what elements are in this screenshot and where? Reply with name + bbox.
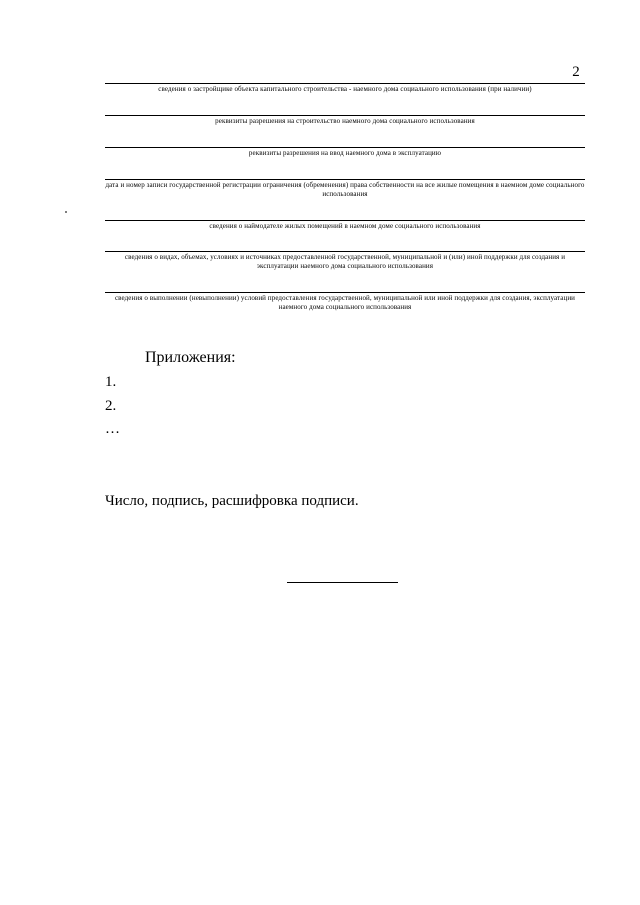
field-line bbox=[105, 220, 585, 221]
attachments-title: Приложения: bbox=[145, 349, 236, 366]
field-caption: реквизиты разрешения на строительство наемного дома социального использования bbox=[215, 117, 475, 125]
signature-text: Число, подпись, расшифровка подписи. bbox=[105, 493, 359, 509]
attachment-item: 1. bbox=[105, 374, 117, 390]
field-caption: дата и номер записи государственной регистрации ограничения (обременения) права собственности на все жилые помещения в наемном доме социального использования bbox=[105, 181, 585, 198]
field-registration-record bbox=[105, 179, 585, 199]
field-caption: сведения о видах, объемах, условиях и источниках предоставленной государственной, муниципальной и (или) иной поддержки для создания и эксплуатации наемного дома социального использования bbox=[124, 253, 566, 270]
field-line bbox=[105, 147, 585, 148]
field-support-types bbox=[105, 251, 585, 271]
field-developer-info bbox=[105, 83, 585, 94]
page-number: 2 bbox=[572, 64, 580, 80]
attachment-item: 2. bbox=[105, 398, 117, 414]
field-caption: реквизиты разрешения на ввод наемного дома в эксплуатацию bbox=[248, 149, 442, 157]
attachment-item: … bbox=[105, 421, 120, 437]
field-line bbox=[105, 292, 585, 293]
field-construction-permit bbox=[105, 115, 585, 126]
end-rule bbox=[287, 582, 398, 583]
field-commissioning-permit bbox=[105, 147, 585, 158]
field-caption: сведения о застройщике объекта капитального строительства - наемного дома социального использования (при наличии) bbox=[158, 85, 532, 93]
field-line bbox=[105, 179, 585, 180]
field-line bbox=[105, 251, 585, 252]
scan-speck bbox=[65, 211, 67, 213]
field-landlord-info bbox=[105, 220, 585, 231]
field-caption: сведения о наймодателе жилых помещений в наемном доме социального использования bbox=[209, 222, 481, 230]
field-caption: сведения о выполнении (невыполнении) условий предоставления государственной, муниципальной или иной поддержки для создания, эксплуатации наемного дома социального использования bbox=[114, 294, 576, 311]
field-line bbox=[105, 115, 585, 116]
field-support-conditions bbox=[105, 292, 585, 312]
field-line bbox=[105, 83, 585, 84]
